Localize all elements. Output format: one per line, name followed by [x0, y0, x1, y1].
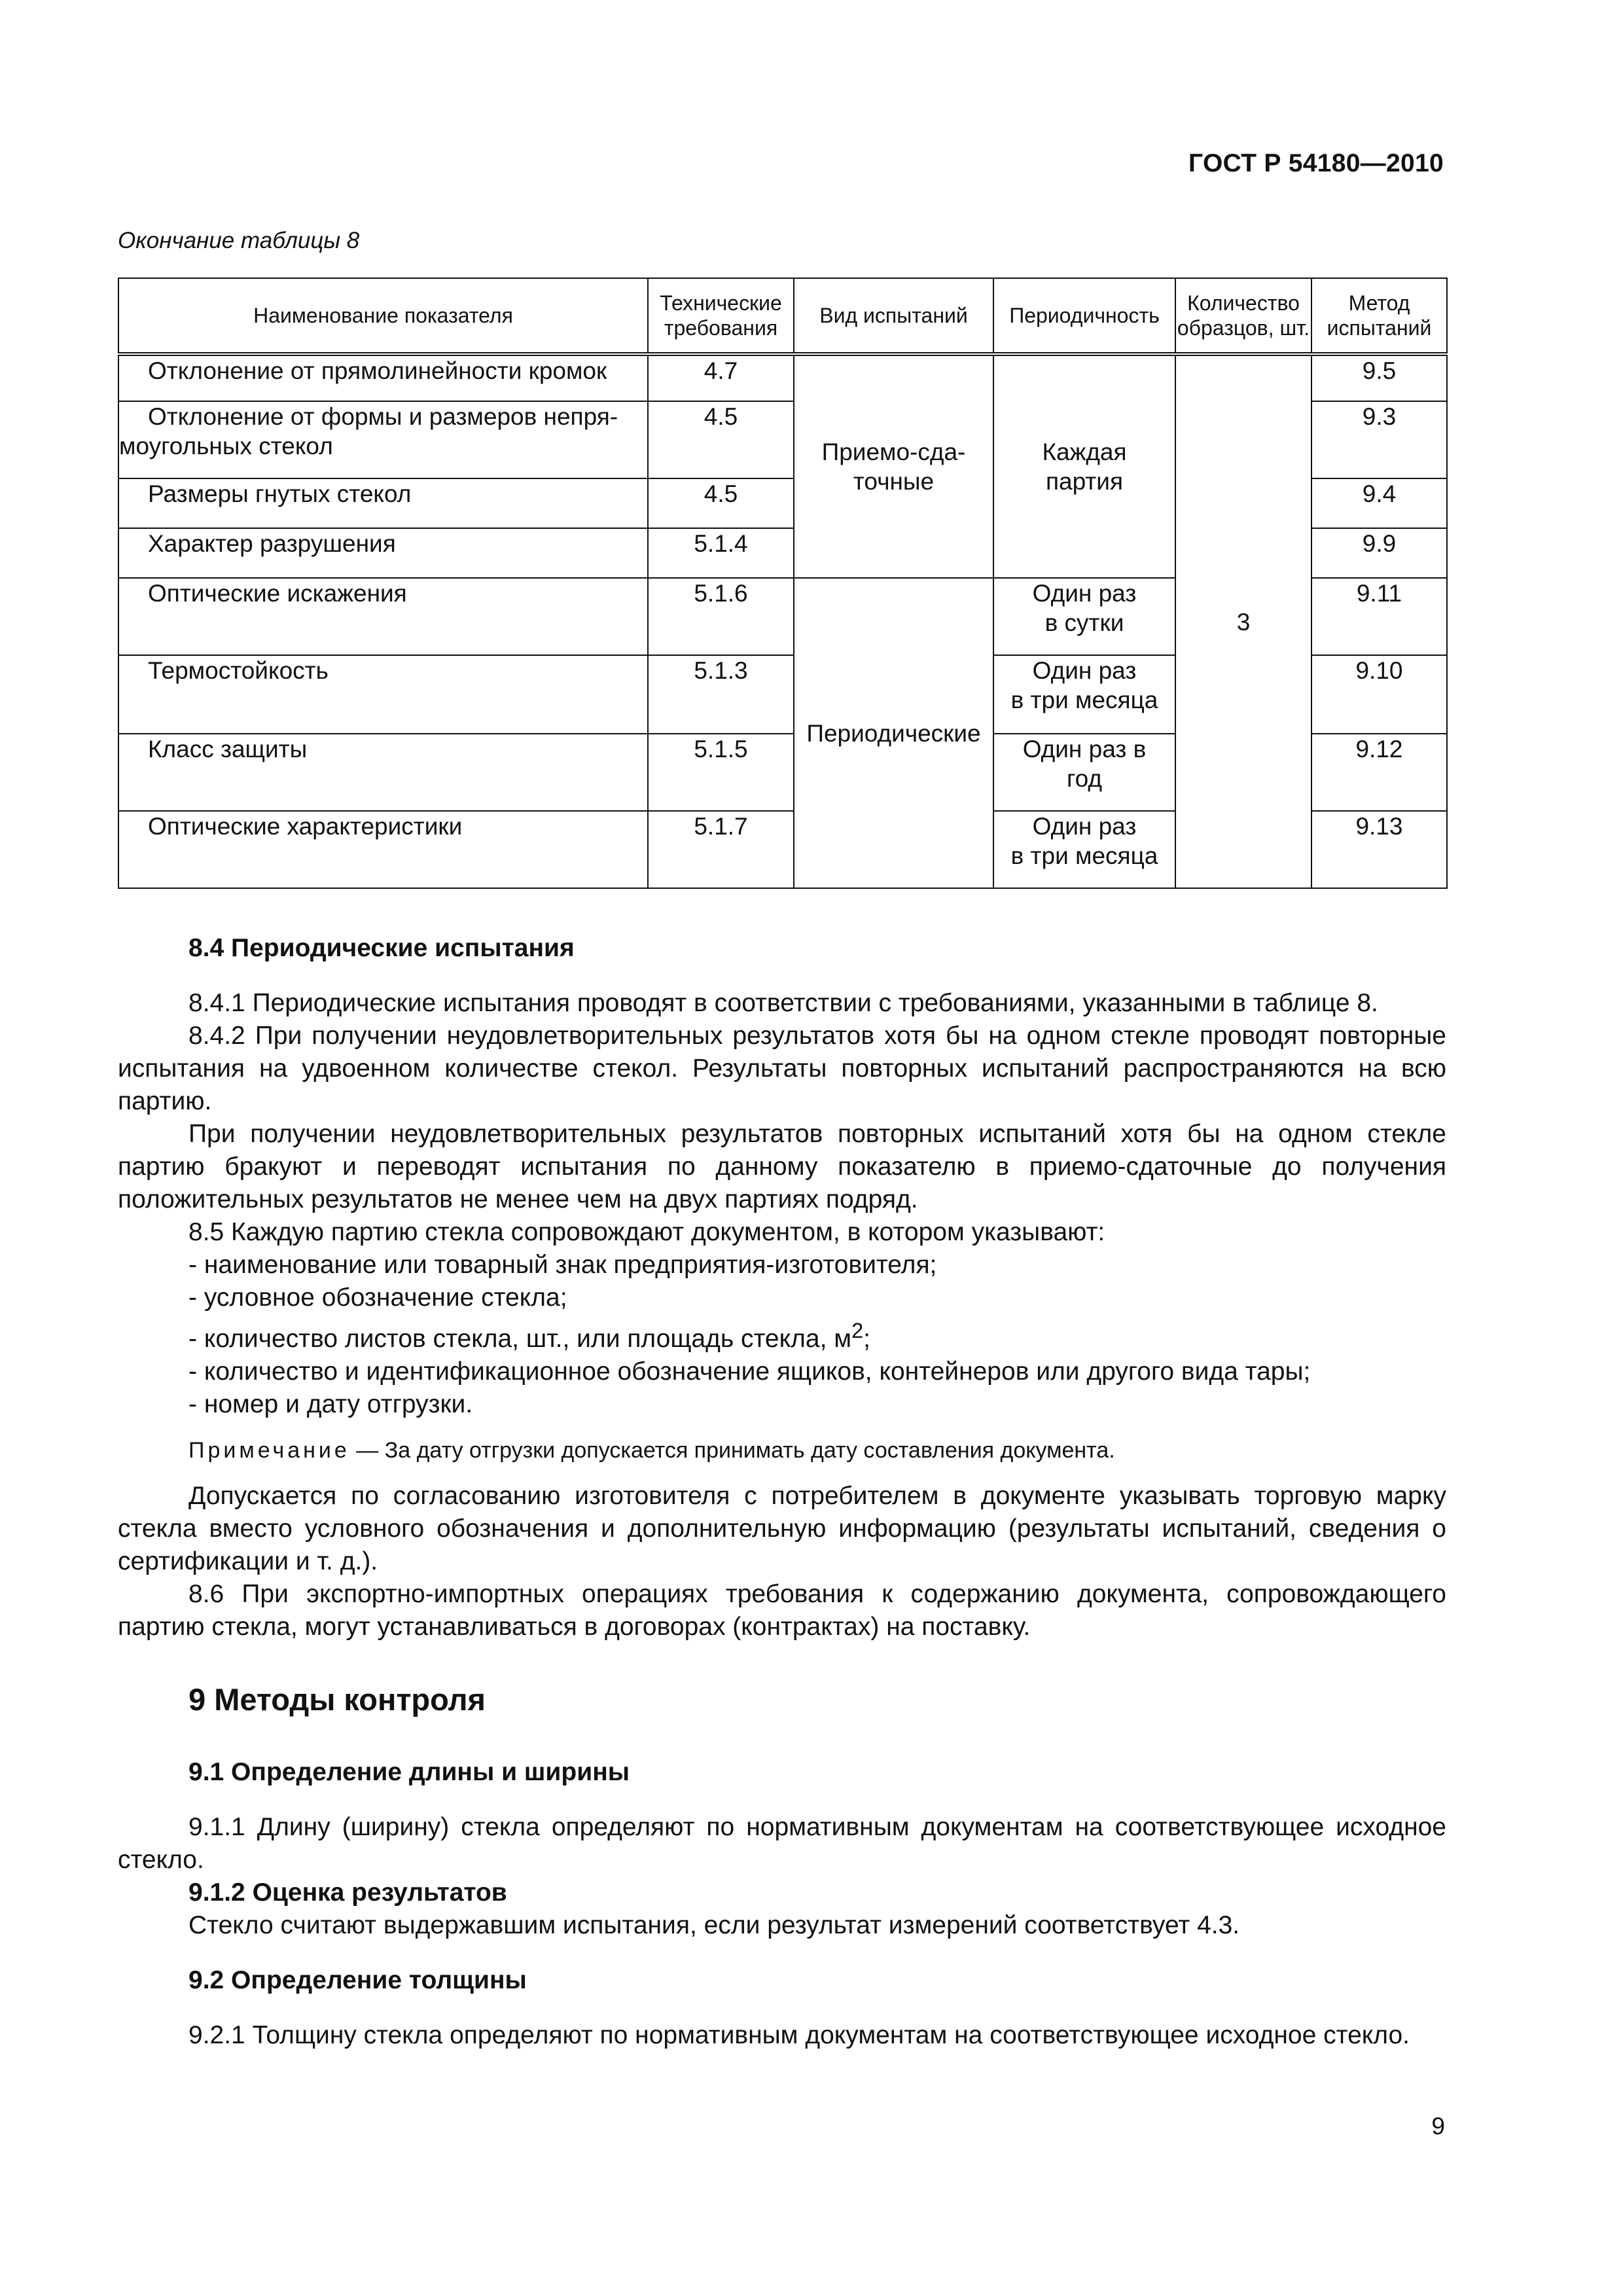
col-header-name: Наименование показателя	[118, 278, 648, 354]
list-item: - наименование или товарный знак предприятия-изготовителя;	[188, 1251, 937, 1279]
row-name: Оптические характеристики	[148, 813, 463, 840]
row-name: Оптические искажения	[148, 580, 407, 607]
document-body	[118, 932, 1446, 2052]
list-item: - условное обозначение стекла;	[188, 1283, 567, 1312]
paragraph: При получении неудовлетворительных результатов повторных испытаний хотя бы на одном стекле партию бракуют и переводят испытания по данному показателю в приемо-сдаточные до получения положительных результатов не менее чем на двух партиях подряд.	[118, 1120, 1446, 1213]
paragraph: 9.2.1 Толщину стекла определяют по нормативным документам на соответствующее исходное стекло.	[188, 2021, 1410, 2049]
row-name: Отклонение от прямолинейности кромок	[148, 357, 607, 384]
paragraph: Допускается по согласованию изготовителя с потребителем в документе указывать торговую марку стекла вместо условного обозначения и дополнительную информацию (результаты испытаний, сведения о сертификации и т. д.).	[118, 1482, 1446, 1575]
col-header-sample-count: Количество образцов, шт.	[1175, 278, 1311, 354]
test-table	[118, 278, 1448, 889]
row-periodicity: Один раз в сутки	[993, 578, 1175, 655]
row-method: 9.5	[1311, 354, 1447, 401]
col-header-test-type: Вид испытаний	[794, 278, 993, 354]
row-requirement: 5.1.3	[648, 655, 794, 734]
paragraph: 8.4.2 При получении неудовлетворительных результатов хотя бы на одном стекле проводят повторные испытания на удвоенном количестве стекол. Результаты повторных испытаний распространяются на всю партию.	[118, 1022, 1446, 1115]
row-name: Размеры гнутых стекол	[148, 480, 412, 507]
note-label: Примечание	[188, 1438, 350, 1463]
section-heading: 8.4 Периодические испытания	[188, 934, 575, 962]
col-header-periodicity: Периодичность	[993, 278, 1175, 354]
paragraph: 8.6 При экспортно-импортных операциях требования к содержанию документа, сопровождающего партию стекла, могут устанавливаться в договорах (контрактах) на поставку.	[118, 1580, 1446, 1641]
col-header-method: Метод испытаний	[1311, 278, 1447, 354]
note-text: — За дату отгрузки допускается принимать дату составления документа.	[349, 1438, 1115, 1463]
row-periodicity: Один раз в три месяца	[993, 655, 1175, 734]
table-row	[118, 354, 1447, 401]
test-type-acceptance: Приемо-сда- точные	[794, 354, 993, 578]
table-header-row	[118, 278, 1447, 354]
row-requirement: 4.5	[648, 401, 794, 478]
row-method: 9.11	[1311, 578, 1447, 655]
row-requirement: 5.1.6	[648, 578, 794, 655]
row-name: Отклонение от формы и размеров непря-	[148, 403, 618, 430]
list-item: - количество и идентификационное обозначение ящиков, контейнеров или другого вида тары;	[188, 1357, 1311, 1386]
row-name-continued: моугольных стекол	[119, 433, 333, 459]
row-periodicity: Один раз в год	[993, 734, 1175, 811]
paragraph: 9.1.1 Длину (ширину) стекла определяют по нормативным документам на соответствующее исходное стекло.	[118, 1813, 1446, 1874]
row-requirement: 5.1.4	[648, 528, 794, 578]
row-requirement: 4.5	[648, 478, 794, 528]
paragraph: 8.5 Каждую партию стекла сопровождают документом, в котором указывают:	[188, 1218, 1105, 1246]
section-heading: 9.1 Определение длины и ширины	[188, 1758, 630, 1786]
table-caption: Окончание таблицы 8	[118, 228, 360, 253]
row-method: 9.9	[1311, 528, 1447, 578]
note	[118, 1434, 1446, 1467]
row-requirement: 5.1.7	[648, 811, 794, 888]
col-header-requirements: Технические требования	[648, 278, 794, 354]
row-periodicity: Один раз в три месяца	[993, 811, 1175, 888]
paragraph: 8.4.1 Периодические испытания проводят в соответствии с требованиями, указанными в таблице 8.	[188, 989, 1378, 1017]
row-method: 9.12	[1311, 734, 1447, 811]
row-method: 9.10	[1311, 655, 1447, 734]
list-item: - номер и дату отгрузки.	[188, 1390, 473, 1418]
paragraph: Стекло считают выдержавшим испытания, если результат измерений соответствует 4.3.	[188, 1911, 1240, 1939]
test-type-periodic: Периодические	[794, 578, 993, 888]
page-number: 9	[1431, 2113, 1445, 2140]
row-method: 9.4	[1311, 478, 1447, 528]
periodicity-each-batch: Каждая партия	[993, 354, 1175, 578]
sample-count: 3	[1175, 354, 1311, 888]
row-method: 9.3	[1311, 401, 1447, 478]
row-name: Термостойкость	[148, 657, 329, 684]
section-heading: 9.2 Определение толщины	[188, 1966, 527, 1994]
row-name: Класс защиты	[148, 736, 308, 762]
chapter-heading: 9 Методы контроля	[188, 1682, 486, 1717]
document-code: ГОСТ Р 54180—2010	[1188, 149, 1444, 177]
row-method: 9.13	[1311, 811, 1447, 888]
subsection-heading: 9.1.2 Оценка результатов	[188, 1878, 507, 1907]
row-requirement: 5.1.5	[648, 734, 794, 811]
row-name: Характер разрушения	[148, 530, 396, 557]
row-requirement: 4.7	[648, 354, 794, 401]
list-item: - количество листов стекла, шт., или площадь стекла, $м^2$;	[188, 1319, 870, 1353]
